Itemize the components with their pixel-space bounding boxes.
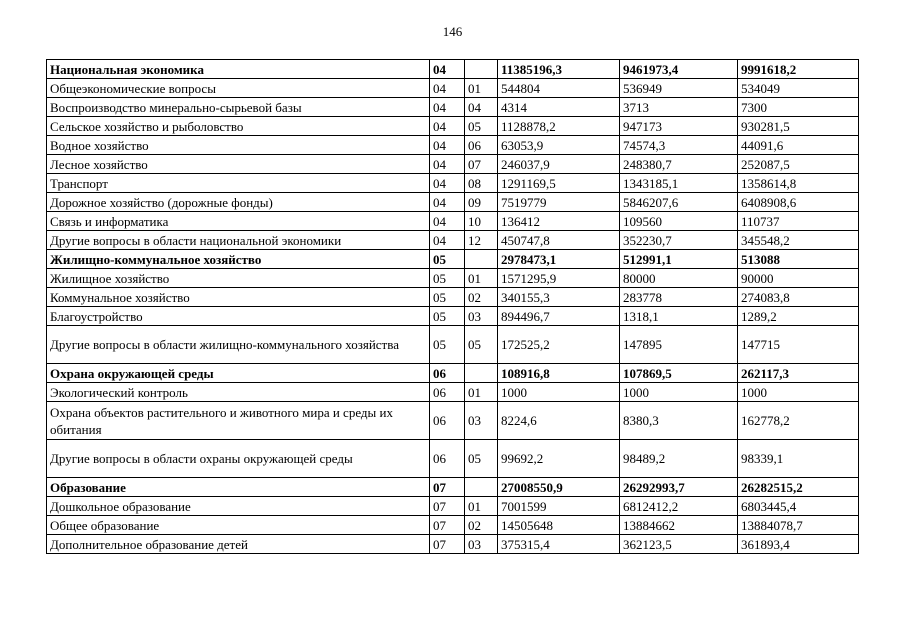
subsection-code-cell	[465, 478, 498, 497]
amount-cell-2: 1343185,1	[620, 174, 738, 193]
section-code-cell: 04	[430, 212, 465, 231]
subsection-code-cell: 01	[465, 497, 498, 516]
section-code-cell: 04	[430, 136, 465, 155]
table-row	[47, 269, 859, 288]
amount-cell-2: 13884662	[620, 516, 738, 535]
amount-cell-3: 345548,2	[738, 231, 859, 250]
section-code-cell: 04	[430, 231, 465, 250]
section-code-cell: 05	[430, 307, 465, 326]
table-row	[47, 155, 859, 174]
amount-cell-1: 7519779	[498, 193, 620, 212]
amount-cell-3: 6408908,6	[738, 193, 859, 212]
subsection-code-cell	[465, 60, 498, 79]
row-name-cell: Жилищное хозяйство	[47, 269, 430, 288]
amount-cell-3: 1358614,8	[738, 174, 859, 193]
subsection-code-cell: 03	[465, 535, 498, 554]
amount-cell-2: 8380,3	[620, 402, 738, 440]
table-row	[47, 193, 859, 212]
amount-cell-3: 44091,6	[738, 136, 859, 155]
subsection-code-cell: 01	[465, 79, 498, 98]
amount-cell-3: 513088	[738, 250, 859, 269]
amount-cell-3: 1289,2	[738, 307, 859, 326]
section-code-cell: 04	[430, 193, 465, 212]
row-name-cell: Общее образование	[47, 516, 430, 535]
row-name-cell: Коммунальное хозяйство	[47, 288, 430, 307]
row-name-cell: Воспроизводство минерально-сырьевой базы	[47, 98, 430, 117]
row-name-cell: Другие вопросы в области охраны окружающей среды	[47, 440, 430, 478]
amount-cell-1: 1128878,2	[498, 117, 620, 136]
amount-cell-1: 1571295,9	[498, 269, 620, 288]
section-code-cell: 07	[430, 497, 465, 516]
table-row	[47, 174, 859, 193]
amount-cell-1: 450747,8	[498, 231, 620, 250]
amount-cell-2: 80000	[620, 269, 738, 288]
row-name-cell: Дорожное хозяйство (дорожные фонды)	[47, 193, 430, 212]
amount-cell-3: 1000	[738, 383, 859, 402]
table-row	[47, 307, 859, 326]
section-code-cell: 05	[430, 250, 465, 269]
amount-cell-2: 1318,1	[620, 307, 738, 326]
amount-cell-1: 1000	[498, 383, 620, 402]
amount-cell-1: 136412	[498, 212, 620, 231]
amount-cell-2: 536949	[620, 79, 738, 98]
table-row	[47, 535, 859, 554]
subsection-code-cell: 03	[465, 402, 498, 440]
amount-cell-3: 26282515,2	[738, 478, 859, 497]
subsection-code-cell: 04	[465, 98, 498, 117]
table-row	[47, 79, 859, 98]
amount-cell-1: 27008550,9	[498, 478, 620, 497]
row-name-cell: Дошкольное образование	[47, 497, 430, 516]
section-total-row	[47, 364, 859, 383]
amount-cell-2: 147895	[620, 326, 738, 364]
amount-cell-2: 109560	[620, 212, 738, 231]
amount-cell-3: 930281,5	[738, 117, 859, 136]
section-code-cell: 06	[430, 383, 465, 402]
section-code-cell: 04	[430, 60, 465, 79]
section-code-cell: 04	[430, 174, 465, 193]
amount-cell-2: 26292993,7	[620, 478, 738, 497]
table-row	[47, 98, 859, 117]
amount-cell-3: 162778,2	[738, 402, 859, 440]
subsection-code-cell: 01	[465, 269, 498, 288]
row-name-cell: Экологический контроль	[47, 383, 430, 402]
amount-cell-2: 9461973,4	[620, 60, 738, 79]
subsection-code-cell: 03	[465, 307, 498, 326]
subsection-code-cell: 06	[465, 136, 498, 155]
table-row	[47, 497, 859, 516]
table-row	[47, 117, 859, 136]
amount-cell-2: 947173	[620, 117, 738, 136]
section-total-row	[47, 478, 859, 497]
subsection-code-cell: 02	[465, 516, 498, 535]
amount-cell-2: 98489,2	[620, 440, 738, 478]
row-name-cell: Охрана объектов растительного и животного мира и среды их обитания	[47, 402, 430, 440]
amount-cell-3: 6803445,4	[738, 497, 859, 516]
amount-cell-2: 362123,5	[620, 535, 738, 554]
subsection-code-cell: 12	[465, 231, 498, 250]
table-row	[47, 136, 859, 155]
section-code-cell: 04	[430, 98, 465, 117]
amount-cell-2: 6812412,2	[620, 497, 738, 516]
table-row	[47, 402, 859, 440]
amount-cell-2: 107869,5	[620, 364, 738, 383]
budget-table-body	[47, 60, 859, 554]
amount-cell-1: 544804	[498, 79, 620, 98]
amount-cell-3: 274083,8	[738, 288, 859, 307]
subsection-code-cell: 10	[465, 212, 498, 231]
row-name-cell: Другие вопросы в области национальной экономики	[47, 231, 430, 250]
amount-cell-2: 248380,7	[620, 155, 738, 174]
section-code-cell: 07	[430, 535, 465, 554]
row-name-cell: Дополнительное образование детей	[47, 535, 430, 554]
row-name-cell: Транспорт	[47, 174, 430, 193]
amount-cell-3: 147715	[738, 326, 859, 364]
amount-cell-1: 4314	[498, 98, 620, 117]
subsection-code-cell: 02	[465, 288, 498, 307]
subsection-code-cell	[465, 250, 498, 269]
row-name-cell: Другие вопросы в области жилищно-коммунального хозяйства	[47, 326, 430, 364]
amount-cell-3: 7300	[738, 98, 859, 117]
row-name-cell: Образование	[47, 478, 430, 497]
amount-cell-1: 2978473,1	[498, 250, 620, 269]
amount-cell-2: 283778	[620, 288, 738, 307]
table-row	[47, 516, 859, 535]
section-code-cell: 06	[430, 440, 465, 478]
amount-cell-1: 108916,8	[498, 364, 620, 383]
subsection-code-cell: 08	[465, 174, 498, 193]
amount-cell-1: 172525,2	[498, 326, 620, 364]
row-name-cell: Национальная экономика	[47, 60, 430, 79]
amount-cell-3: 110737	[738, 212, 859, 231]
section-code-cell: 07	[430, 516, 465, 535]
amount-cell-1: 1291169,5	[498, 174, 620, 193]
row-name-cell: Сельское хозяйство и рыболовство	[47, 117, 430, 136]
row-name-cell: Жилищно-коммунальное хозяйство	[47, 250, 430, 269]
amount-cell-1: 14505648	[498, 516, 620, 535]
amount-cell-1: 8224,6	[498, 402, 620, 440]
amount-cell-3: 252087,5	[738, 155, 859, 174]
subsection-code-cell: 05	[465, 440, 498, 478]
section-code-cell: 04	[430, 155, 465, 174]
amount-cell-1: 340155,3	[498, 288, 620, 307]
section-code-cell: 04	[430, 117, 465, 136]
amount-cell-1: 11385196,3	[498, 60, 620, 79]
amount-cell-3: 13884078,7	[738, 516, 859, 535]
row-name-cell: Общеэкономические вопросы	[47, 79, 430, 98]
amount-cell-3: 90000	[738, 269, 859, 288]
page-number: 146	[442, 24, 463, 39]
row-name-cell: Лесное хозяйство	[47, 155, 430, 174]
row-name-cell: Благоустройство	[47, 307, 430, 326]
amount-cell-3: 98339,1	[738, 440, 859, 478]
amount-cell-2: 3713	[620, 98, 738, 117]
section-code-cell: 04	[430, 79, 465, 98]
amount-cell-3: 361893,4	[738, 535, 859, 554]
amount-cell-1: 7001599	[498, 497, 620, 516]
amount-cell-3: 534049	[738, 79, 859, 98]
section-total-row	[47, 250, 859, 269]
section-code-cell: 07	[430, 478, 465, 497]
table-row	[47, 231, 859, 250]
amount-cell-2: 512991,1	[620, 250, 738, 269]
row-name-cell: Охрана окружающей среды	[47, 364, 430, 383]
row-name-cell: Водное хозяйство	[47, 136, 430, 155]
row-name-cell: Связь и информатика	[47, 212, 430, 231]
section-code-cell: 06	[430, 402, 465, 440]
table-row	[47, 383, 859, 402]
amount-cell-1: 375315,4	[498, 535, 620, 554]
amount-cell-3: 9991618,2	[738, 60, 859, 79]
table-row	[47, 440, 859, 478]
subsection-code-cell	[465, 364, 498, 383]
amount-cell-3: 262117,3	[738, 364, 859, 383]
amount-cell-2: 5846207,6	[620, 193, 738, 212]
subsection-code-cell: 05	[465, 326, 498, 364]
section-code-cell: 06	[430, 364, 465, 383]
subsection-code-cell: 05	[465, 117, 498, 136]
section-total-row	[47, 60, 859, 79]
amount-cell-2: 74574,3	[620, 136, 738, 155]
subsection-code-cell: 09	[465, 193, 498, 212]
section-code-cell: 05	[430, 326, 465, 364]
table-row	[47, 288, 859, 307]
subsection-code-cell: 07	[465, 155, 498, 174]
amount-cell-1: 99692,2	[498, 440, 620, 478]
table-row	[47, 212, 859, 231]
amount-cell-2: 1000	[620, 383, 738, 402]
subsection-code-cell: 01	[465, 383, 498, 402]
amount-cell-1: 63053,9	[498, 136, 620, 155]
amount-cell-1: 246037,9	[498, 155, 620, 174]
amount-cell-2: 352230,7	[620, 231, 738, 250]
section-code-cell: 05	[430, 269, 465, 288]
budget-table	[46, 59, 859, 554]
amount-cell-1: 894496,7	[498, 307, 620, 326]
section-code-cell: 05	[430, 288, 465, 307]
table-row	[47, 326, 859, 364]
